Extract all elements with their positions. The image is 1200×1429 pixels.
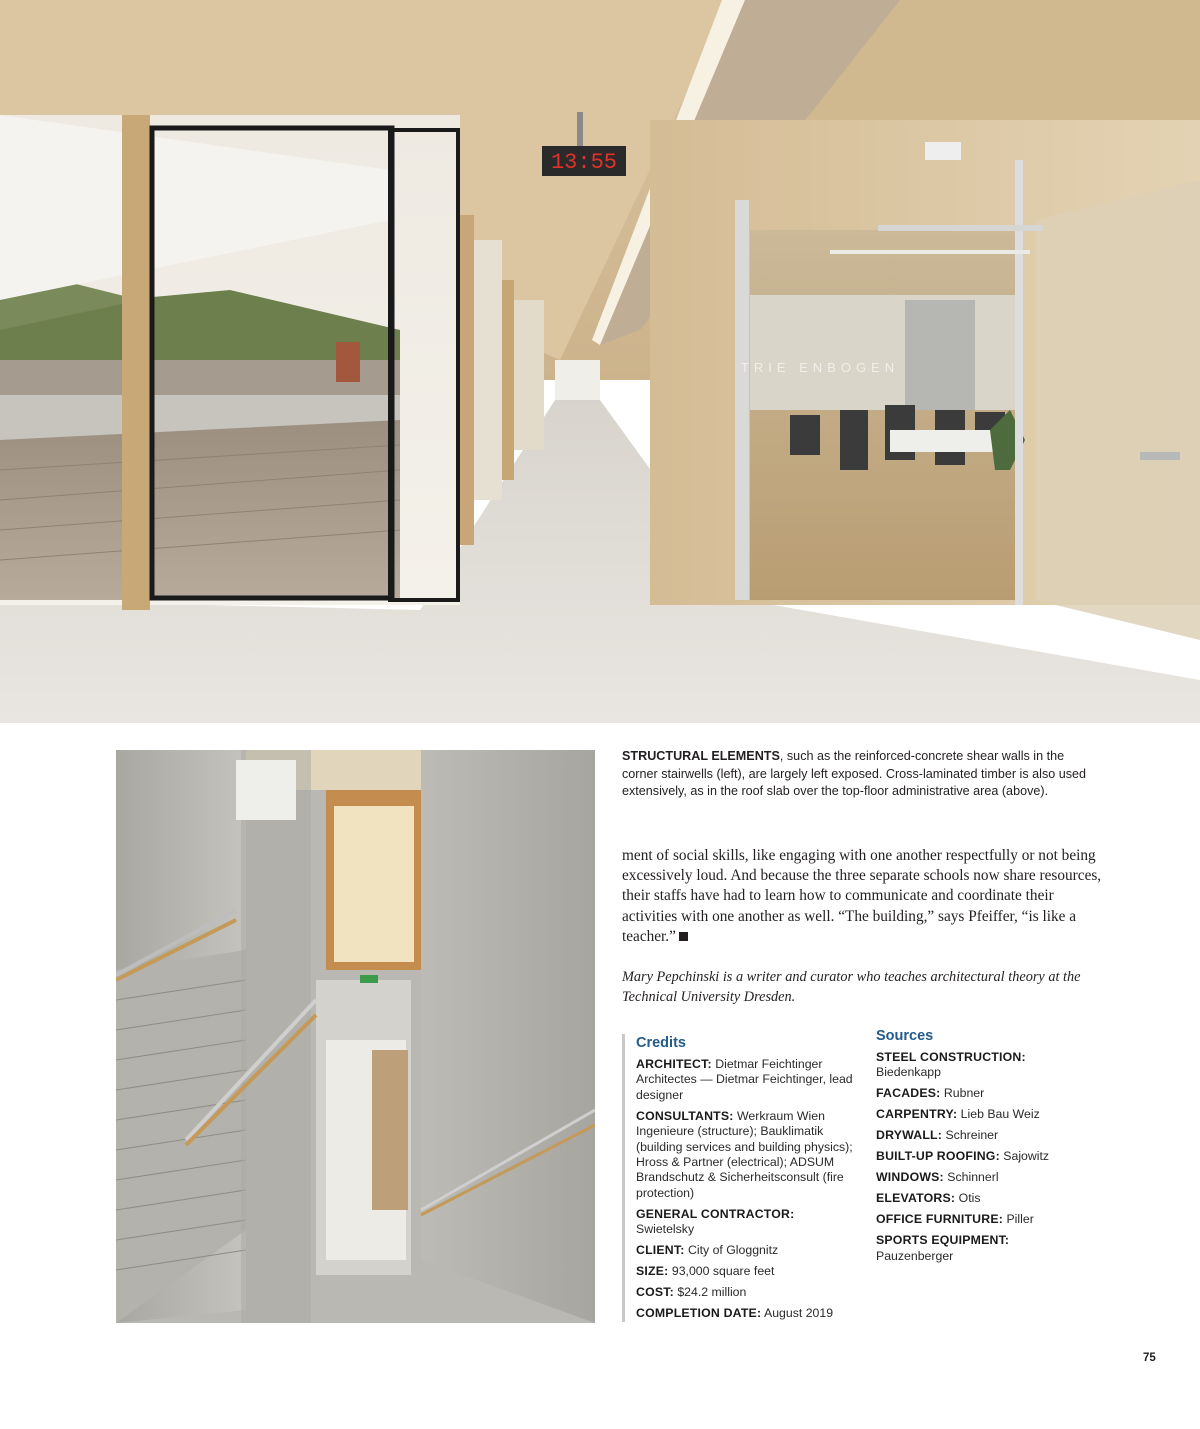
page-number: 75 (1143, 1352, 1156, 1364)
caption-lead: STRUCTURAL ELEMENTS (622, 749, 780, 763)
credit-entry-client: CLIENT: City of Gloggnitz (636, 1243, 779, 1258)
source-entry-office-furniture: OFFICE FURNITURE: Piller (876, 1212, 1034, 1227)
body-paragraph-text: ment of social skills, like engaging with one another respectfully or not being excessively loud. And because the three separate schools now share resources, their staffs have had to learn how to communicate and coordinate their activities with one another as well. “The building,” says Pfeiffer, “is like a teacher.” (622, 847, 1102, 945)
source-entry-elevators: ELEVATORS: Otis (876, 1191, 981, 1206)
stairwell-photo (116, 750, 595, 1323)
stairwell-illustration (116, 750, 595, 1323)
credit-entry-consultants: CONSULTANTS: Werkraum Wien Ingenieure (structure); Bauklimatik (building services and building physics); Hross & Partner (electrical); ADSUM Brandschutz & Sicherheitsconsult (fire protection) (636, 1108, 853, 1200)
end-of-article-mark (679, 932, 688, 941)
source-entry-windows: WINDOWS: Schinnerl (876, 1170, 999, 1185)
source-entry-facades: FACADES: Rubner (876, 1086, 985, 1101)
source-entry-drywall: DRYWALL: Schreiner (876, 1128, 999, 1143)
caption-text: , such as the reinforced-concrete shear walls in the corner stairwells (left), are largely left exposed. Cross-laminated timber is also used extensively, as in the roof slab over the top-floor administrative area (above). (622, 749, 1087, 798)
source-entry-built-up-roofing: BUILT-UP ROOFING: Sajowitz (876, 1149, 1050, 1164)
glass-wall-lettering: TRIE ENBOGEN (740, 360, 900, 375)
sources-column (876, 1027, 1086, 1270)
credit-entry-completion-date: COMPLETION DATE: August 2019 (636, 1306, 834, 1321)
credit-entry-architect: ARCHITECT: Dietmar Feichtinger Architectes — Dietmar Feichtinger, lead designer (636, 1057, 853, 1102)
article-body-paragraph (622, 846, 1104, 947)
photo-caption (622, 748, 1102, 801)
credits-column (622, 1034, 858, 1322)
credit-entry-general-contractor: GENERAL CONTRACTOR: Swietelsky (636, 1206, 795, 1237)
credit-entry-size: SIZE: 93,000 square feet (636, 1264, 775, 1279)
credits-heading: Credits (636, 1035, 686, 1051)
source-entry-sports-equipment: SPORTS EQUIPMENT: Pauzenberger (876, 1233, 1010, 1263)
source-entry-carpentry: CARPENTRY: Lieb Bau Weiz (876, 1107, 1040, 1122)
author-bio: Mary Pepchinski is a writer and curator who teaches architectural theory at the Technical University Dresden. (622, 969, 1081, 1006)
sources-heading: Sources (876, 1028, 934, 1044)
source-entry-steel-construction: STEEL CONSTRUCTION: Biedenkapp (876, 1050, 1026, 1080)
credit-entry-cost: COST: $24.2 million (636, 1285, 747, 1300)
wall-clock-display: 13:55 (550, 150, 618, 175)
